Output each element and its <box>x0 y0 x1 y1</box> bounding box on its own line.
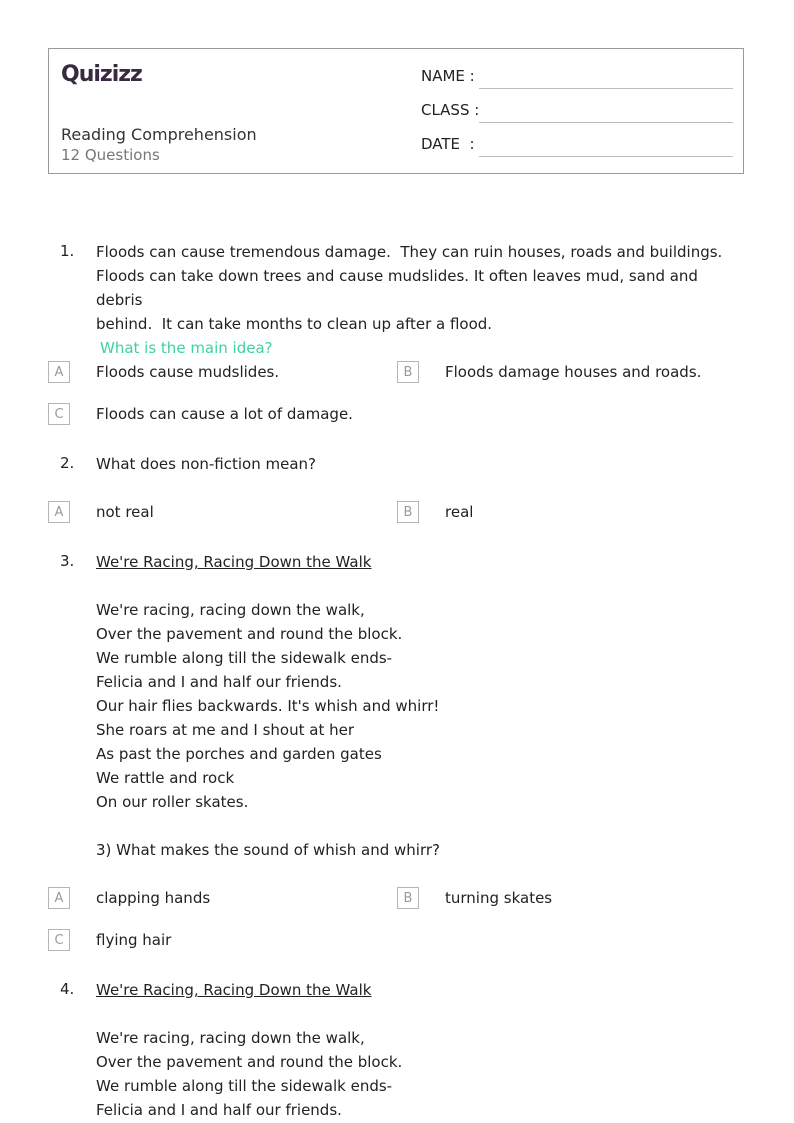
poem-title: We're Racing, Racing Down the Walk <box>96 981 372 999</box>
question-1-number: 1. <box>60 242 75 260</box>
question-4-text <box>96 978 736 1122</box>
option-text[interactable]: clapping hands <box>96 889 211 907</box>
question-count: 12 Questions <box>61 146 160 164</box>
option-box-a[interactable]: A <box>48 501 70 523</box>
poem-line: We're racing, racing down the walk, <box>96 1029 365 1047</box>
class-field[interactable] <box>421 101 733 123</box>
name-line[interactable] <box>479 88 733 89</box>
question-2-text: What does non-fiction mean? <box>96 455 316 473</box>
name-field[interactable] <box>421 67 733 89</box>
option-text[interactable]: Floods cause mudslides. <box>96 363 280 381</box>
option-text[interactable]: Floods damage houses and roads. <box>445 363 702 381</box>
question-1-line: behind. It can take months to clean up after a flood. <box>96 315 493 333</box>
option-text[interactable]: flying hair <box>96 931 172 949</box>
option-box-b[interactable]: B <box>397 361 419 383</box>
poem-line: She roars at me and I shout at her <box>96 721 355 739</box>
option-box-b[interactable]: B <box>397 887 419 909</box>
question-3-text <box>96 550 736 862</box>
option-box-c[interactable]: C <box>48 403 70 425</box>
option-box-a[interactable]: A <box>48 887 70 909</box>
question-1-line: Floods can cause tremendous damage. They can ruin houses, roads and buildings. <box>96 243 723 261</box>
option-text[interactable]: real <box>445 503 474 521</box>
poem-line: Felicia and I and half our friends. <box>96 1101 342 1119</box>
poem-line: Over the pavement and round the block. <box>96 625 403 643</box>
quizizz-logo <box>61 59 153 91</box>
option-box-c[interactable]: C <box>48 929 70 951</box>
poem-line: On our roller skates. <box>96 793 249 811</box>
poem-line: Our hair flies backwards. It's whish and whirr! <box>96 697 440 715</box>
poem-line: Felicia and I and half our friends. <box>96 673 342 691</box>
option-text[interactable]: not real <box>96 503 154 521</box>
logo-text: Quizizz <box>61 62 142 87</box>
question-3-number: 3. <box>60 552 75 570</box>
class-line[interactable] <box>479 122 733 123</box>
question-4-number: 4. <box>60 980 75 998</box>
worksheet-title: Reading Comprehension <box>61 125 257 144</box>
poem-title: We're Racing, Racing Down the Walk <box>96 553 372 571</box>
question-3-prompt: 3) What makes the sound of whish and whirr? <box>96 841 441 859</box>
question-1-line: Floods can take down trees and cause mudslides. It often leaves mud, sand and debris <box>96 267 698 309</box>
poem-line: We rumble along till the sidewalk ends- <box>96 1077 393 1095</box>
option-box-a[interactable]: A <box>48 361 70 383</box>
class-label: CLASS : <box>421 101 480 119</box>
question-1-text <box>96 240 736 360</box>
date-label: DATE : <box>421 135 475 153</box>
poem-line: We rumble along till the sidewalk ends- <box>96 649 393 667</box>
worksheet-header <box>48 48 744 174</box>
name-label: NAME : <box>421 67 475 85</box>
poem-line: Over the pavement and round the block. <box>96 1053 403 1071</box>
question-1-prompt: What is the main idea? <box>100 339 273 357</box>
question-2-number: 2. <box>60 454 75 472</box>
poem-line: We rattle and rock <box>96 769 235 787</box>
poem-line: As past the porches and garden gates <box>96 745 382 763</box>
poem-line: We're racing, racing down the walk, <box>96 601 365 619</box>
option-text[interactable]: turning skates <box>445 889 553 907</box>
date-line[interactable] <box>479 156 733 157</box>
date-field[interactable] <box>421 135 733 157</box>
option-box-b[interactable]: B <box>397 501 419 523</box>
option-text[interactable]: Floods can cause a lot of damage. <box>96 405 353 423</box>
